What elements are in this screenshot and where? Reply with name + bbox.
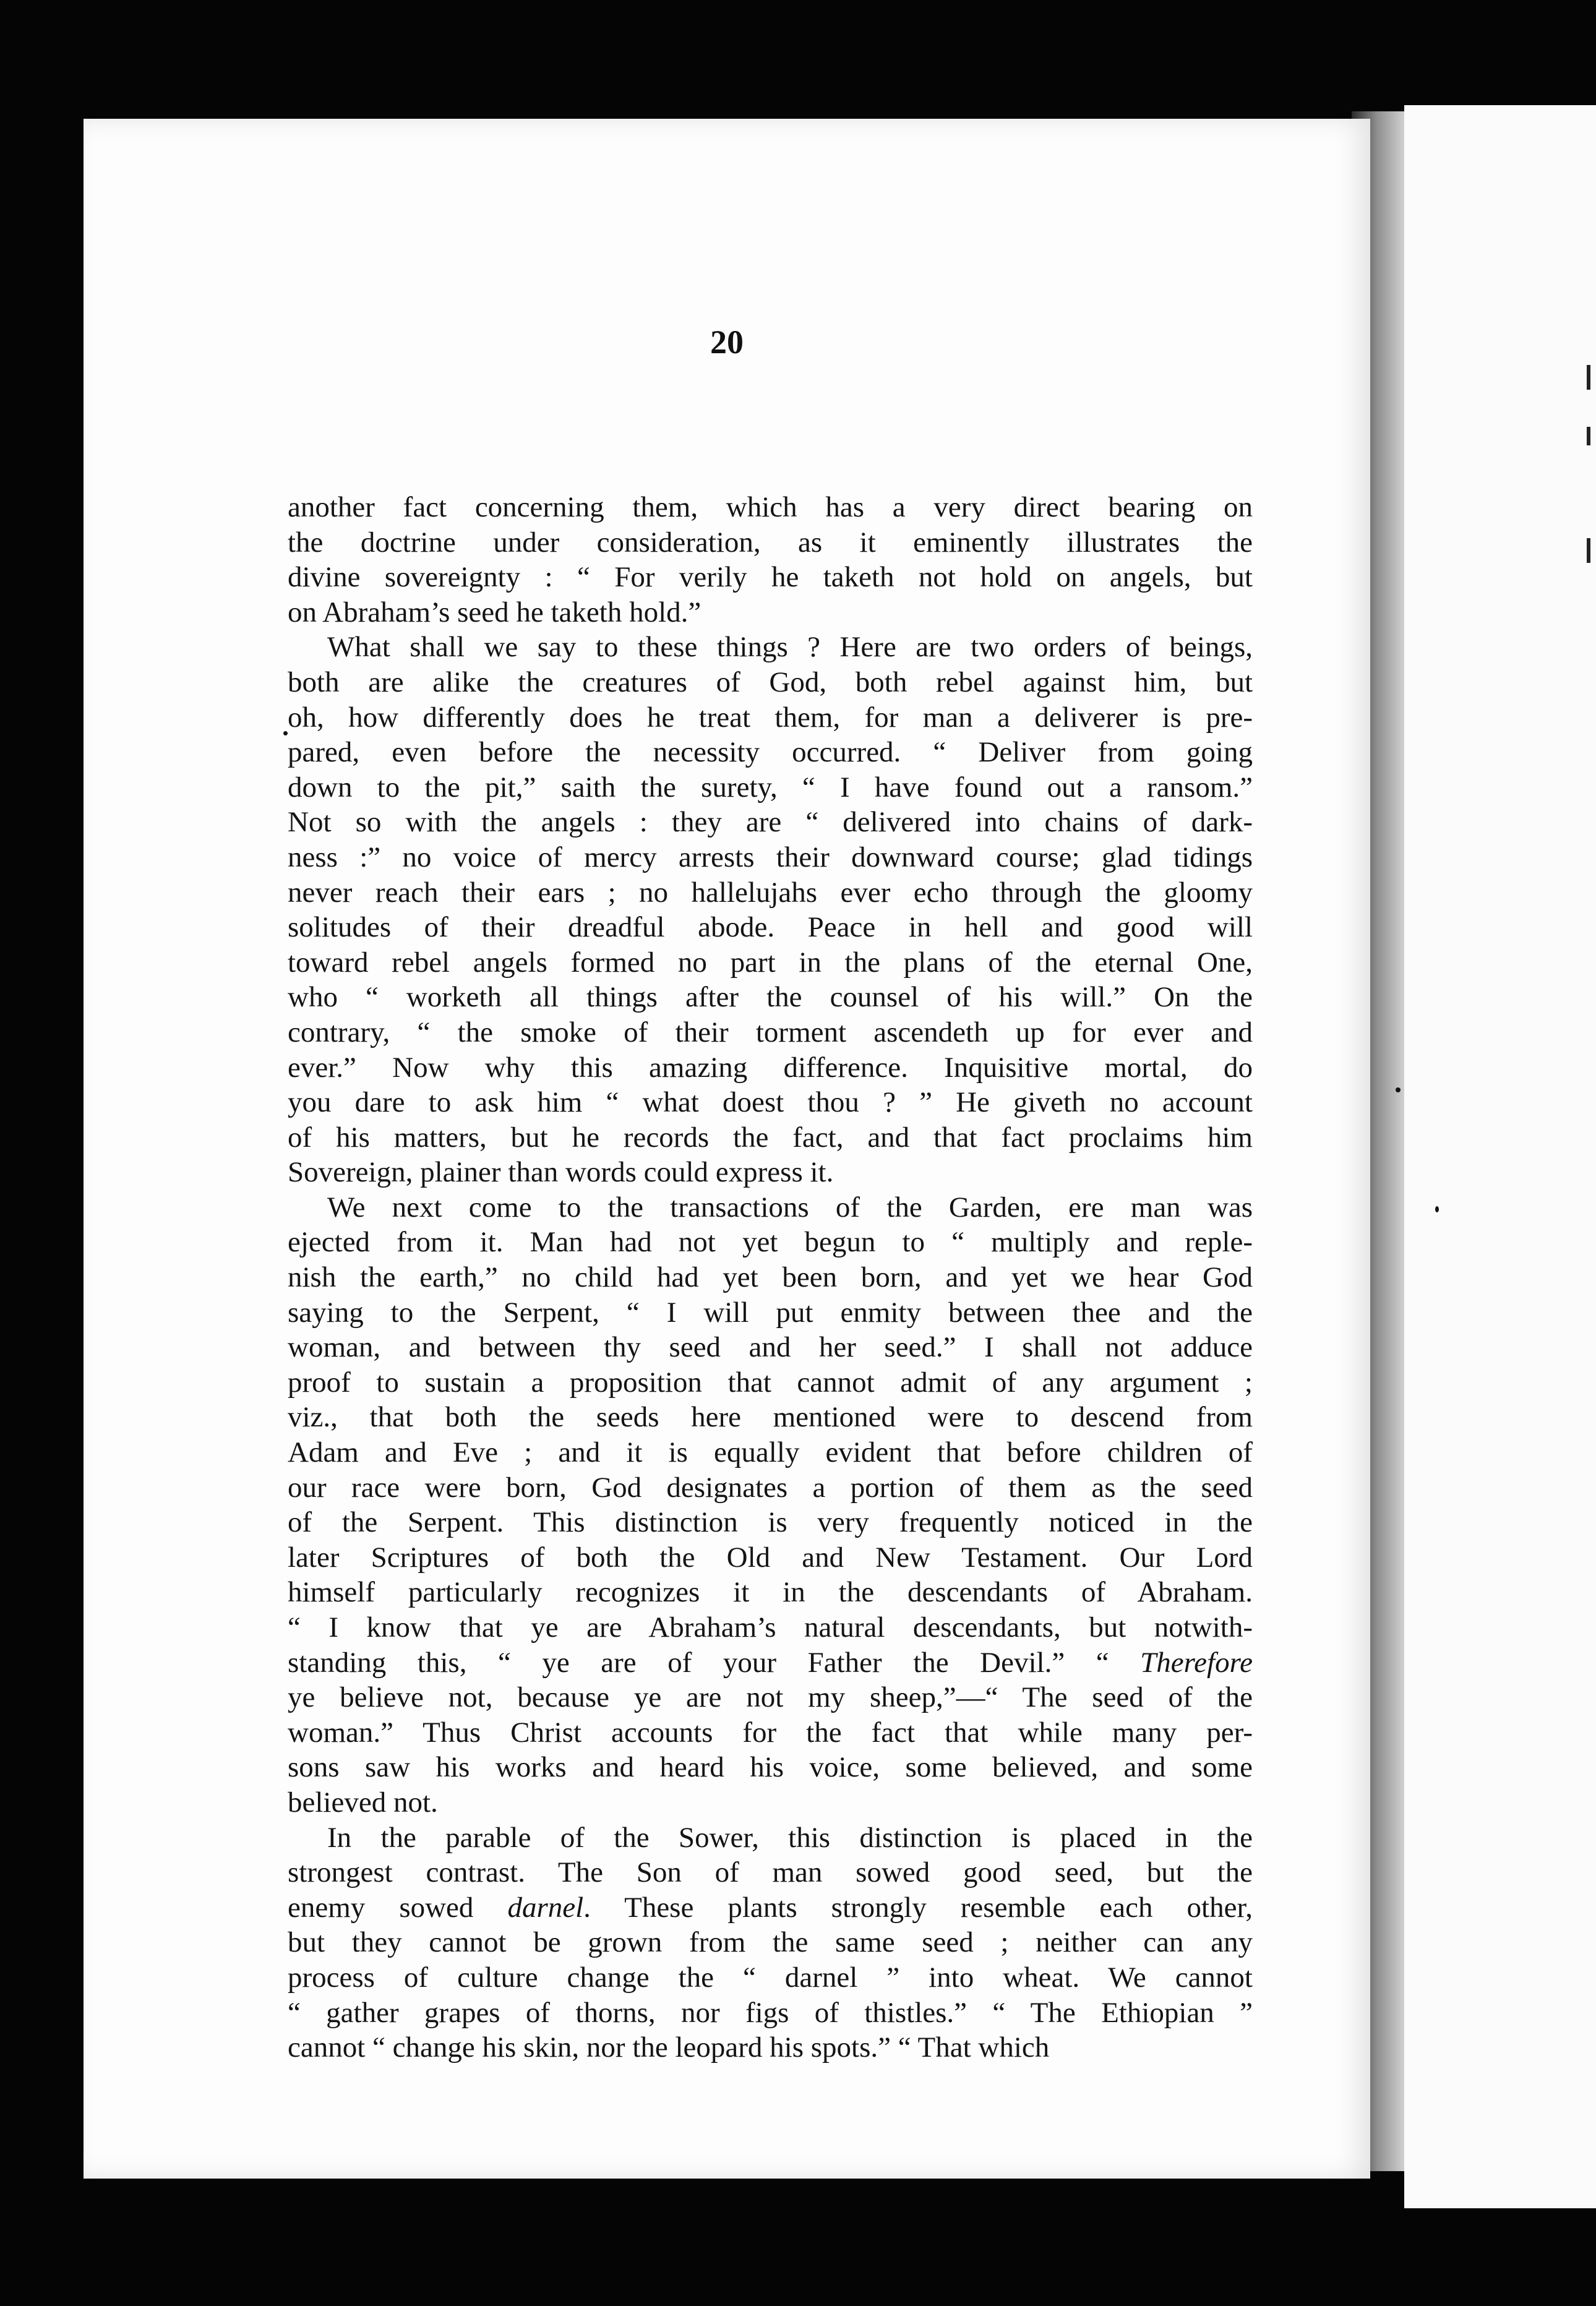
text-line: saying to the Serpent, “ I will put enmity between thee and the [288, 1296, 1253, 1329]
facing-page-edge [1404, 105, 1596, 2208]
page-number: 20 [710, 324, 744, 361]
text-line: standing this, “ ye are of your Father the Devil.” “ Therefore [288, 1646, 1253, 1679]
text-line: on Abraham’s seed he taketh hold.” [288, 596, 701, 628]
paragraph [288, 630, 1253, 1190]
text-line: divine sovereignty : “ For verily he taketh not hold on angels, but [288, 561, 1253, 594]
text-line: What shall we say to these things ? Here are two orders of beings, [327, 631, 1253, 664]
page-body-text [288, 490, 1253, 2065]
text-line: viz., that both the seeds here mentioned were to descend from [288, 1401, 1253, 1434]
text-line: of his matters, but he records the fact, and that fact proclaims him [288, 1121, 1253, 1154]
paragraph [288, 490, 1253, 630]
text-line: woman, and between thy seed and her seed.” I shall not adduce [288, 1331, 1253, 1364]
text-line: In the parable of the Sower, this distinction is placed in the [327, 1821, 1253, 1854]
edge-mark [1587, 365, 1590, 390]
text-line: “ I know that ye are Abraham’s natural descendants, but notwith- [288, 1611, 1253, 1644]
text-line: enemy sowed darnel. These plants strongly resemble each other, [288, 1891, 1253, 1924]
text-line: but they cannot be grown from the same seed ; neither can any [288, 1926, 1253, 1959]
text-line: contrary, “ the smoke of their torment ascendeth up for ever and [288, 1016, 1253, 1048]
edge-mark [1587, 538, 1590, 563]
print-speck [1435, 1206, 1439, 1212]
text-line: strongest contrast. The Son of man sowed good seed, but the [288, 1856, 1253, 1889]
text-line: sons saw his works and heard his voice, some believed, and some [288, 1751, 1253, 1784]
text-line: ness :” no voice of mercy arrests their downward course; glad tidings [288, 841, 1253, 873]
text-line: our race were born, God designates a portion of them as the seed [288, 1471, 1253, 1504]
text-line: “ gather grapes of thorns, nor figs of thistles.” “ The Ethiopian ” [288, 1996, 1253, 2029]
text-line: later Scriptures of both the Old and New Testament. Our Lord [288, 1541, 1253, 1574]
text-line: another fact concerning them, which has a very direct bearing on [288, 491, 1253, 523]
text-line: believed not. [288, 1786, 438, 1819]
text-line: woman.” Thus Christ accounts for the fact that while many per- [288, 1716, 1253, 1749]
text-line: the doctrine under consideration, as it eminently illustrates the [288, 526, 1253, 559]
text-line: pared, even before the necessity occurred. “ Deliver from going [288, 736, 1253, 769]
text-line: solitudes of their dreadful abode. Peace in hell and good will [288, 911, 1253, 944]
text-line: proof to sustain a proposition that cannot admit of any argument ; [288, 1366, 1253, 1399]
text-line: ye believe not, because ye are not my sheep,”—“ The seed of the [288, 1681, 1253, 1714]
text-line: toward rebel angels formed no part in the plans of the eternal One, [288, 946, 1253, 979]
text-line: Sovereign, plainer than words could express it. [288, 1156, 834, 1189]
text-line: We next come to the transactions of the Garden, ere man was [327, 1191, 1253, 1224]
text-line: process of culture change the “ darnel ” into wheat. We cannot [288, 1961, 1253, 1994]
text-line: both are alike the creatures of God, both rebel against him, but [288, 666, 1253, 698]
text-line: himself particularly recognizes it in the descendants of Abraham. [288, 1576, 1253, 1609]
paragraph [288, 1820, 1253, 2065]
text-line: you dare to ask him “ what doest thou ? ” He giveth no account [288, 1086, 1253, 1119]
text-line: never reach their ears ; no hallelujahs ever echo through the gloomy [288, 876, 1253, 909]
print-speck [283, 731, 288, 735]
book-page [84, 119, 1370, 2179]
print-speck [1396, 1087, 1401, 1092]
paragraph [288, 1190, 1253, 1820]
edge-mark [1587, 427, 1590, 445]
text-line: nish the earth,” no child had yet been born, and yet we hear God [288, 1261, 1253, 1294]
text-line: ever.” Now why this amazing difference. Inquisitive mortal, do [288, 1051, 1253, 1084]
text-line: oh, how differently does he treat them, for man a deliverer is pre- [288, 701, 1253, 734]
text-line: down to the pit,” saith the surety, “ I have found out a ransom.” [288, 771, 1253, 804]
text-line: ejected from it. Man had not yet begun to “ multiply and reple- [288, 1226, 1253, 1259]
text-line: who “ worketh all things after the counsel of his will.” On the [288, 981, 1253, 1014]
text-line: cannot “ change his skin, nor the leopard his spots.” “ That which [288, 2031, 1050, 2064]
text-line: Adam and Eve ; and it is equally evident that before children of [288, 1436, 1253, 1469]
text-line: of the Serpent. This distinction is very frequently noticed in the [288, 1506, 1253, 1539]
text-line: Not so with the angels : they are “ delivered into chains of dark- [288, 806, 1253, 839]
